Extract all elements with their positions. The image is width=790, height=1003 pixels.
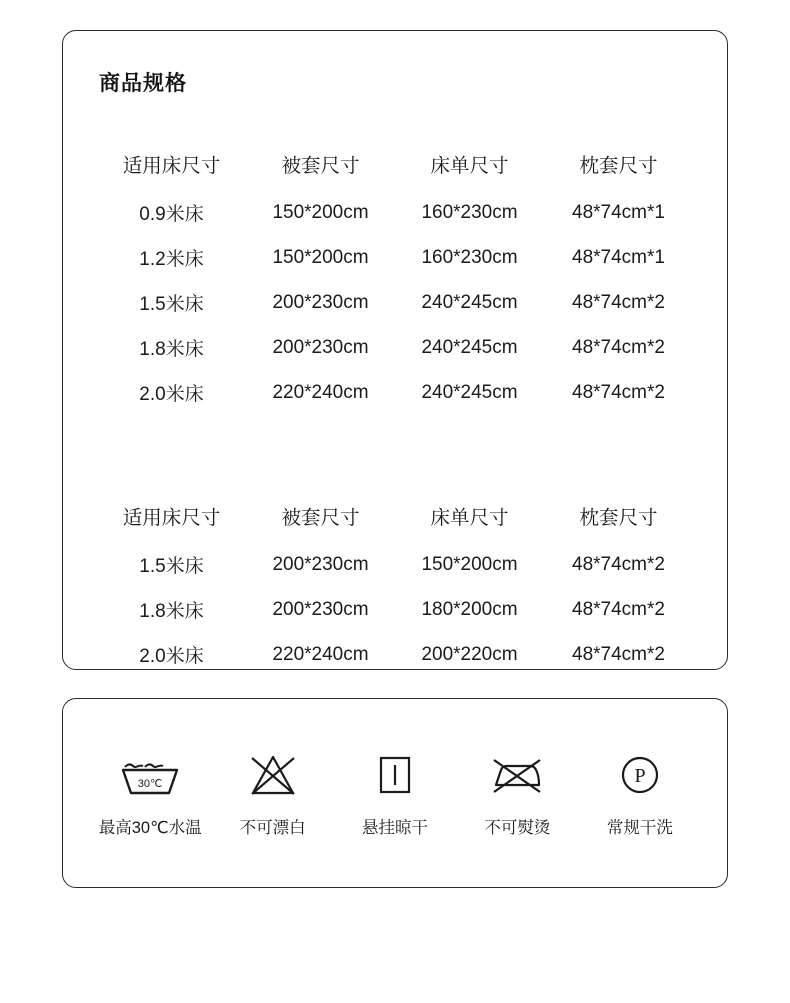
column-header-pillowcase-size: 枕套尺寸	[579, 155, 658, 177]
cell-pillowcase-size: 48*74cm*2	[572, 553, 665, 575]
column-header-sheet-size: 床单尺寸	[430, 155, 509, 177]
cell-pillowcase-size: 48*74cm*2	[572, 336, 665, 358]
care-item-drip-dry	[334, 748, 456, 838]
cell-sheet-size: 160*230cm	[421, 201, 518, 223]
table-row	[97, 542, 693, 587]
cell-bed-size: 1.8米床	[139, 601, 204, 622]
cell-duvet-size: 200*230cm	[272, 291, 369, 313]
cell-pillowcase-size: 48*74cm*2	[572, 381, 665, 403]
column-header-bed-size: 适用床尺寸	[122, 507, 221, 529]
cell-bed-size: 2.0米床	[139, 646, 204, 667]
cell-bed-size: 1.2米床	[139, 249, 204, 270]
care-label-no-bleach: 不可漂白	[239, 819, 306, 837]
care-item-no-iron	[456, 748, 578, 838]
spec-table-quilt-cover-set-1	[97, 141, 693, 415]
no-bleach-triangle-icon	[245, 748, 301, 802]
cell-duvet-size: 150*200cm	[272, 201, 369, 223]
care-label-drip-dry: 悬挂晾干	[362, 819, 429, 837]
care-item-no-bleach	[211, 748, 333, 838]
table-row	[97, 235, 693, 280]
cell-pillowcase-size: 48*74cm*2	[572, 598, 665, 620]
table-row	[97, 190, 693, 235]
care-label-dry-clean: 常规干洗	[606, 819, 673, 837]
cell-bed-size: 1.5米床	[139, 556, 204, 577]
column-header-pillowcase-size: 枕套尺寸	[579, 507, 658, 529]
care-instructions-panel	[62, 698, 728, 888]
cell-pillowcase-size: 48*74cm*1	[572, 246, 665, 268]
table-row	[97, 325, 693, 370]
dry-clean-p-icon	[617, 748, 663, 802]
cell-duvet-size: 220*240cm	[272, 643, 369, 665]
cell-sheet-size: 160*230cm	[421, 246, 518, 268]
table-header-row	[97, 141, 693, 190]
cell-sheet-size: 180*200cm	[421, 598, 518, 620]
care-item-wash	[89, 748, 211, 838]
cell-sheet-size: 200*220cm	[421, 643, 518, 665]
cell-bed-size: 2.0米床	[139, 384, 204, 405]
cell-sheet-size: 240*245cm	[421, 381, 518, 403]
cell-sheet-size: 240*245cm	[421, 291, 518, 313]
cell-duvet-size: 220*240cm	[272, 381, 369, 403]
spec-table-quilt-cover-set-2	[97, 493, 693, 677]
table-row	[97, 280, 693, 325]
care-label-wash: 最高30℃水温	[98, 819, 202, 837]
svg-text:30℃: 30℃	[137, 778, 163, 790]
product-spec-panel	[62, 30, 728, 670]
table-row	[97, 632, 693, 677]
column-header-duvet-size: 被套尺寸	[281, 507, 360, 529]
table-header-row	[97, 493, 693, 542]
cell-pillowcase-size: 48*74cm*2	[572, 291, 665, 313]
cell-duvet-size: 200*230cm	[272, 598, 369, 620]
cell-bed-size: 0.9米床	[139, 204, 204, 225]
cell-pillowcase-size: 48*74cm*1	[572, 201, 665, 223]
care-item-dry-clean	[579, 748, 701, 838]
column-header-sheet-size: 床单尺寸	[430, 507, 509, 529]
cell-bed-size: 1.5米床	[139, 294, 204, 315]
table-spacer	[97, 415, 693, 493]
cell-pillowcase-size: 48*74cm*2	[572, 643, 665, 665]
svg-text:P: P	[634, 765, 646, 787]
table-row	[97, 587, 693, 632]
column-header-duvet-size: 被套尺寸	[281, 155, 360, 177]
drip-dry-hanging-icon	[372, 748, 418, 802]
cell-sheet-size: 240*245cm	[421, 336, 518, 358]
cell-duvet-size: 150*200cm	[272, 246, 369, 268]
wash-tub-30c-icon	[119, 748, 181, 802]
cell-sheet-size: 150*200cm	[421, 553, 518, 575]
page-title: 商品规格	[99, 72, 187, 95]
no-iron-icon	[487, 748, 547, 802]
care-label-no-iron: 不可熨烫	[484, 819, 551, 837]
cell-duvet-size: 200*230cm	[272, 336, 369, 358]
table-row	[97, 370, 693, 415]
cell-bed-size: 1.8米床	[139, 339, 204, 360]
column-header-bed-size: 适用床尺寸	[122, 155, 221, 177]
cell-duvet-size: 200*230cm	[272, 553, 369, 575]
